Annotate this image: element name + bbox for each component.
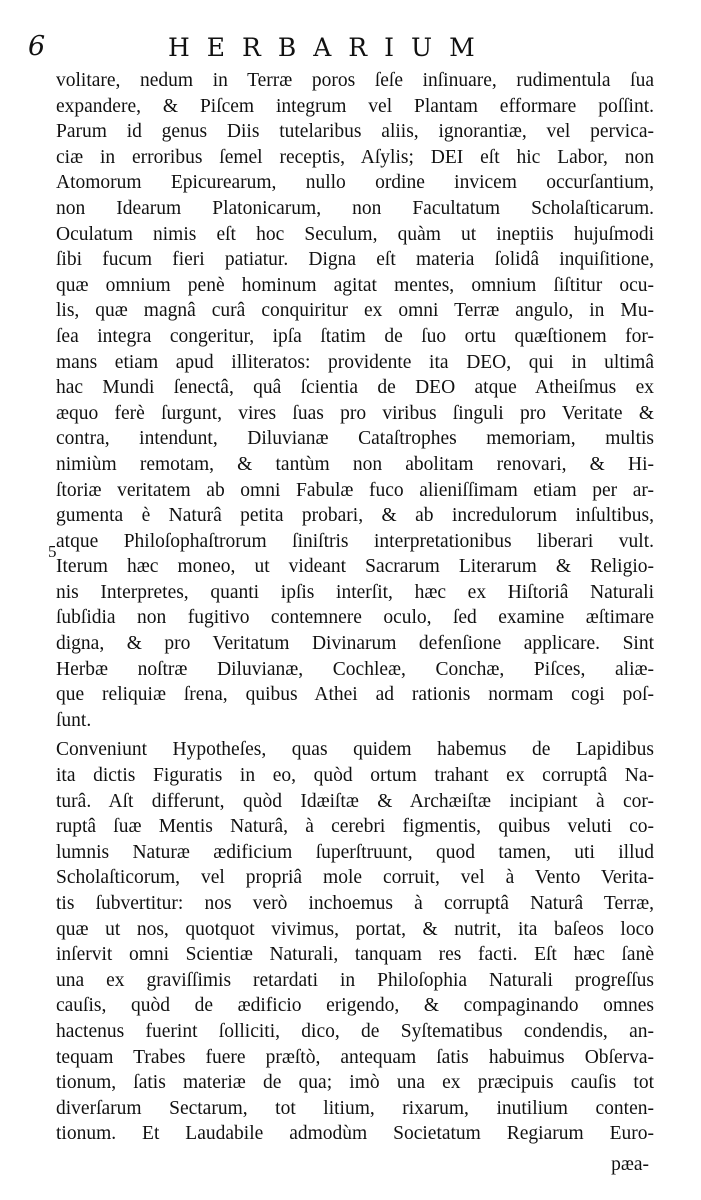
text-line: Parum id genus Diis tutelaribus aliis, ignorantiæ, vel pervica- xyxy=(56,121,654,143)
text-line: æquo ferè ſurgunt, vires ſuas pro viribus ſinguli pro Veritate & xyxy=(56,402,654,424)
running-title: HERBARIUM xyxy=(168,33,492,62)
text-line: ſtoriæ veritatem ab omni Fabulæ fuco alieniſſimam etiam per ar- xyxy=(56,479,654,501)
text-line: Atomorum Epicurearum, nullo ordine invicem occurſantium, xyxy=(56,172,654,194)
catchword: pæa- xyxy=(611,1154,649,1175)
text-line: quæ ut nos, quotquot vivimus, portat, & nutrit, ita baſeos loco xyxy=(56,918,654,940)
text-line: turâ. Aſt differunt, quòd Idæiſtæ & Archæiſtæ incipiant à cor- xyxy=(56,790,654,812)
text-line: diverſarum Sectarum, tot litium, rixarum, inutilium conten- xyxy=(56,1097,654,1119)
text-line: volitare, nedum in Terræ poros ſeſe inſinuare, rudimentula ſua xyxy=(56,70,654,91)
text-line: atque Philoſophaſtrorum ſiniſtris interpretationibus liberari vult. xyxy=(56,530,654,552)
text-line: tequam Trabes fuere præſtò, antequam ſatis habuimus Obſerva- xyxy=(56,1046,654,1068)
text-line: ruptâ ſuæ Mentis Naturâ, à cerebri figmentis, quibus veluti co- xyxy=(56,816,654,838)
text-line: quæ omnium penè hominum agitat mentes, omnium ſiſtitur ocu- xyxy=(56,274,654,296)
text-line: Scholaſticorum, vel propriâ mole corruit, vel à Vento Verita- xyxy=(56,867,654,889)
page-number: 6 xyxy=(28,31,46,62)
text-line: tionum. Et Laudabile admodùm Societatum Regiarum Euro- xyxy=(56,1123,654,1145)
text-line: nimiùm remotam, & tantùm non abolitam renovari, & Hi- xyxy=(56,453,654,475)
text-line: inſervit omni Scientiæ Naturali, tanquam res facti. Eſt hæc ſanè xyxy=(56,944,654,966)
text-line: lis, quæ magnâ curâ conquiritur ex omni Terræ angulo, in Mu- xyxy=(56,300,654,322)
text-line: ita dictis Figuratis in eo, quòd ortum trahant ex corruptâ Na- xyxy=(56,765,654,787)
paragraph-1 xyxy=(56,68,654,733)
margin-note-number: 5 xyxy=(48,542,57,561)
text-line: tis ſubvertitur: nos verò inchoemus à corruptâ Naturâ Terræ, xyxy=(56,893,654,914)
text-line: nis Interpretes, quanti ipſis interſit, hæc ex Hiſtoriâ Naturali xyxy=(56,581,654,603)
text-line: gumenta è Naturâ petita probari, & ab incredulorum inſultibus, xyxy=(56,505,654,527)
text-line: expandere, & Piſcem integrum vel Plantam efformare poſſint. xyxy=(56,95,654,117)
text-line: mans etiam apud illiteratos: providente ita DEO, qui in ultimâ xyxy=(56,351,654,373)
text-line: hac Mundi ſenectâ, quâ ſcientia de DEO atque Atheiſmus ex xyxy=(56,377,654,399)
text-line: Iterum hæc moneo, ut videant Sacrarum Literarum & Religio- xyxy=(56,556,654,578)
text-line: Conveniunt Hypotheſes, quas quidem habemus de Lapidibus xyxy=(56,739,654,761)
text-line: una ex graviſſimis retardati in Philoſophia Naturali progreſſus xyxy=(56,969,654,991)
text-line: hactenus fuerint ſolliciti, dico, de Syſtematibus condendis, an- xyxy=(56,1020,654,1042)
text-line: que reliquiæ ſrena, quibus Athei ad rationis normam cogi poſ- xyxy=(56,684,654,706)
page-header xyxy=(28,30,668,64)
text-line: ſubſidia non fugitivo contemnere oculo, ſed examine æſtimare xyxy=(56,607,654,629)
body-text xyxy=(56,68,654,1147)
text-line: tionum, ſatis materiæ de qua; imò una ex præcipuis cauſis tot xyxy=(56,1072,654,1094)
paragraph-2 xyxy=(56,737,654,1147)
text-line: digna, & pro Veritatum Divinarum defenſione applicare. Sint xyxy=(56,633,654,655)
text-line: Oculatum nimis eſt hoc Seculum, quàm ut ineptiis hujuſmodi xyxy=(56,223,654,245)
text-line: ſunt. xyxy=(56,709,92,731)
text-line: Herbæ noſtræ Diluvianæ, Cochleæ, Conchæ, Piſces, aliæ- xyxy=(56,658,654,680)
text-line: lumnis Naturæ ædificium ſuperſtruunt, quod tamen, uti illud xyxy=(56,841,654,863)
text-line: ſibi fucum fieri patiatur. Digna eſt materia ſolidâ inquiſitione, xyxy=(56,249,654,271)
text-line: non Idearum Platonicarum, non Facultatum Scholaſticarum. xyxy=(56,197,654,219)
text-line: ciæ in erroribus ſemel receptis, Aſylis; DEI eſt hic Labor, non xyxy=(56,146,654,168)
text-line: contra, intendunt, Diluvianæ Cataſtrophes memoriam, multis xyxy=(56,428,654,450)
text-line: ſea integra congeritur, ipſa ſtatim de ſuo ortu quæſtionem for- xyxy=(56,325,654,347)
text-line: cauſis, quòd de ædificio erigendo, & compaginando omnes xyxy=(56,995,654,1017)
